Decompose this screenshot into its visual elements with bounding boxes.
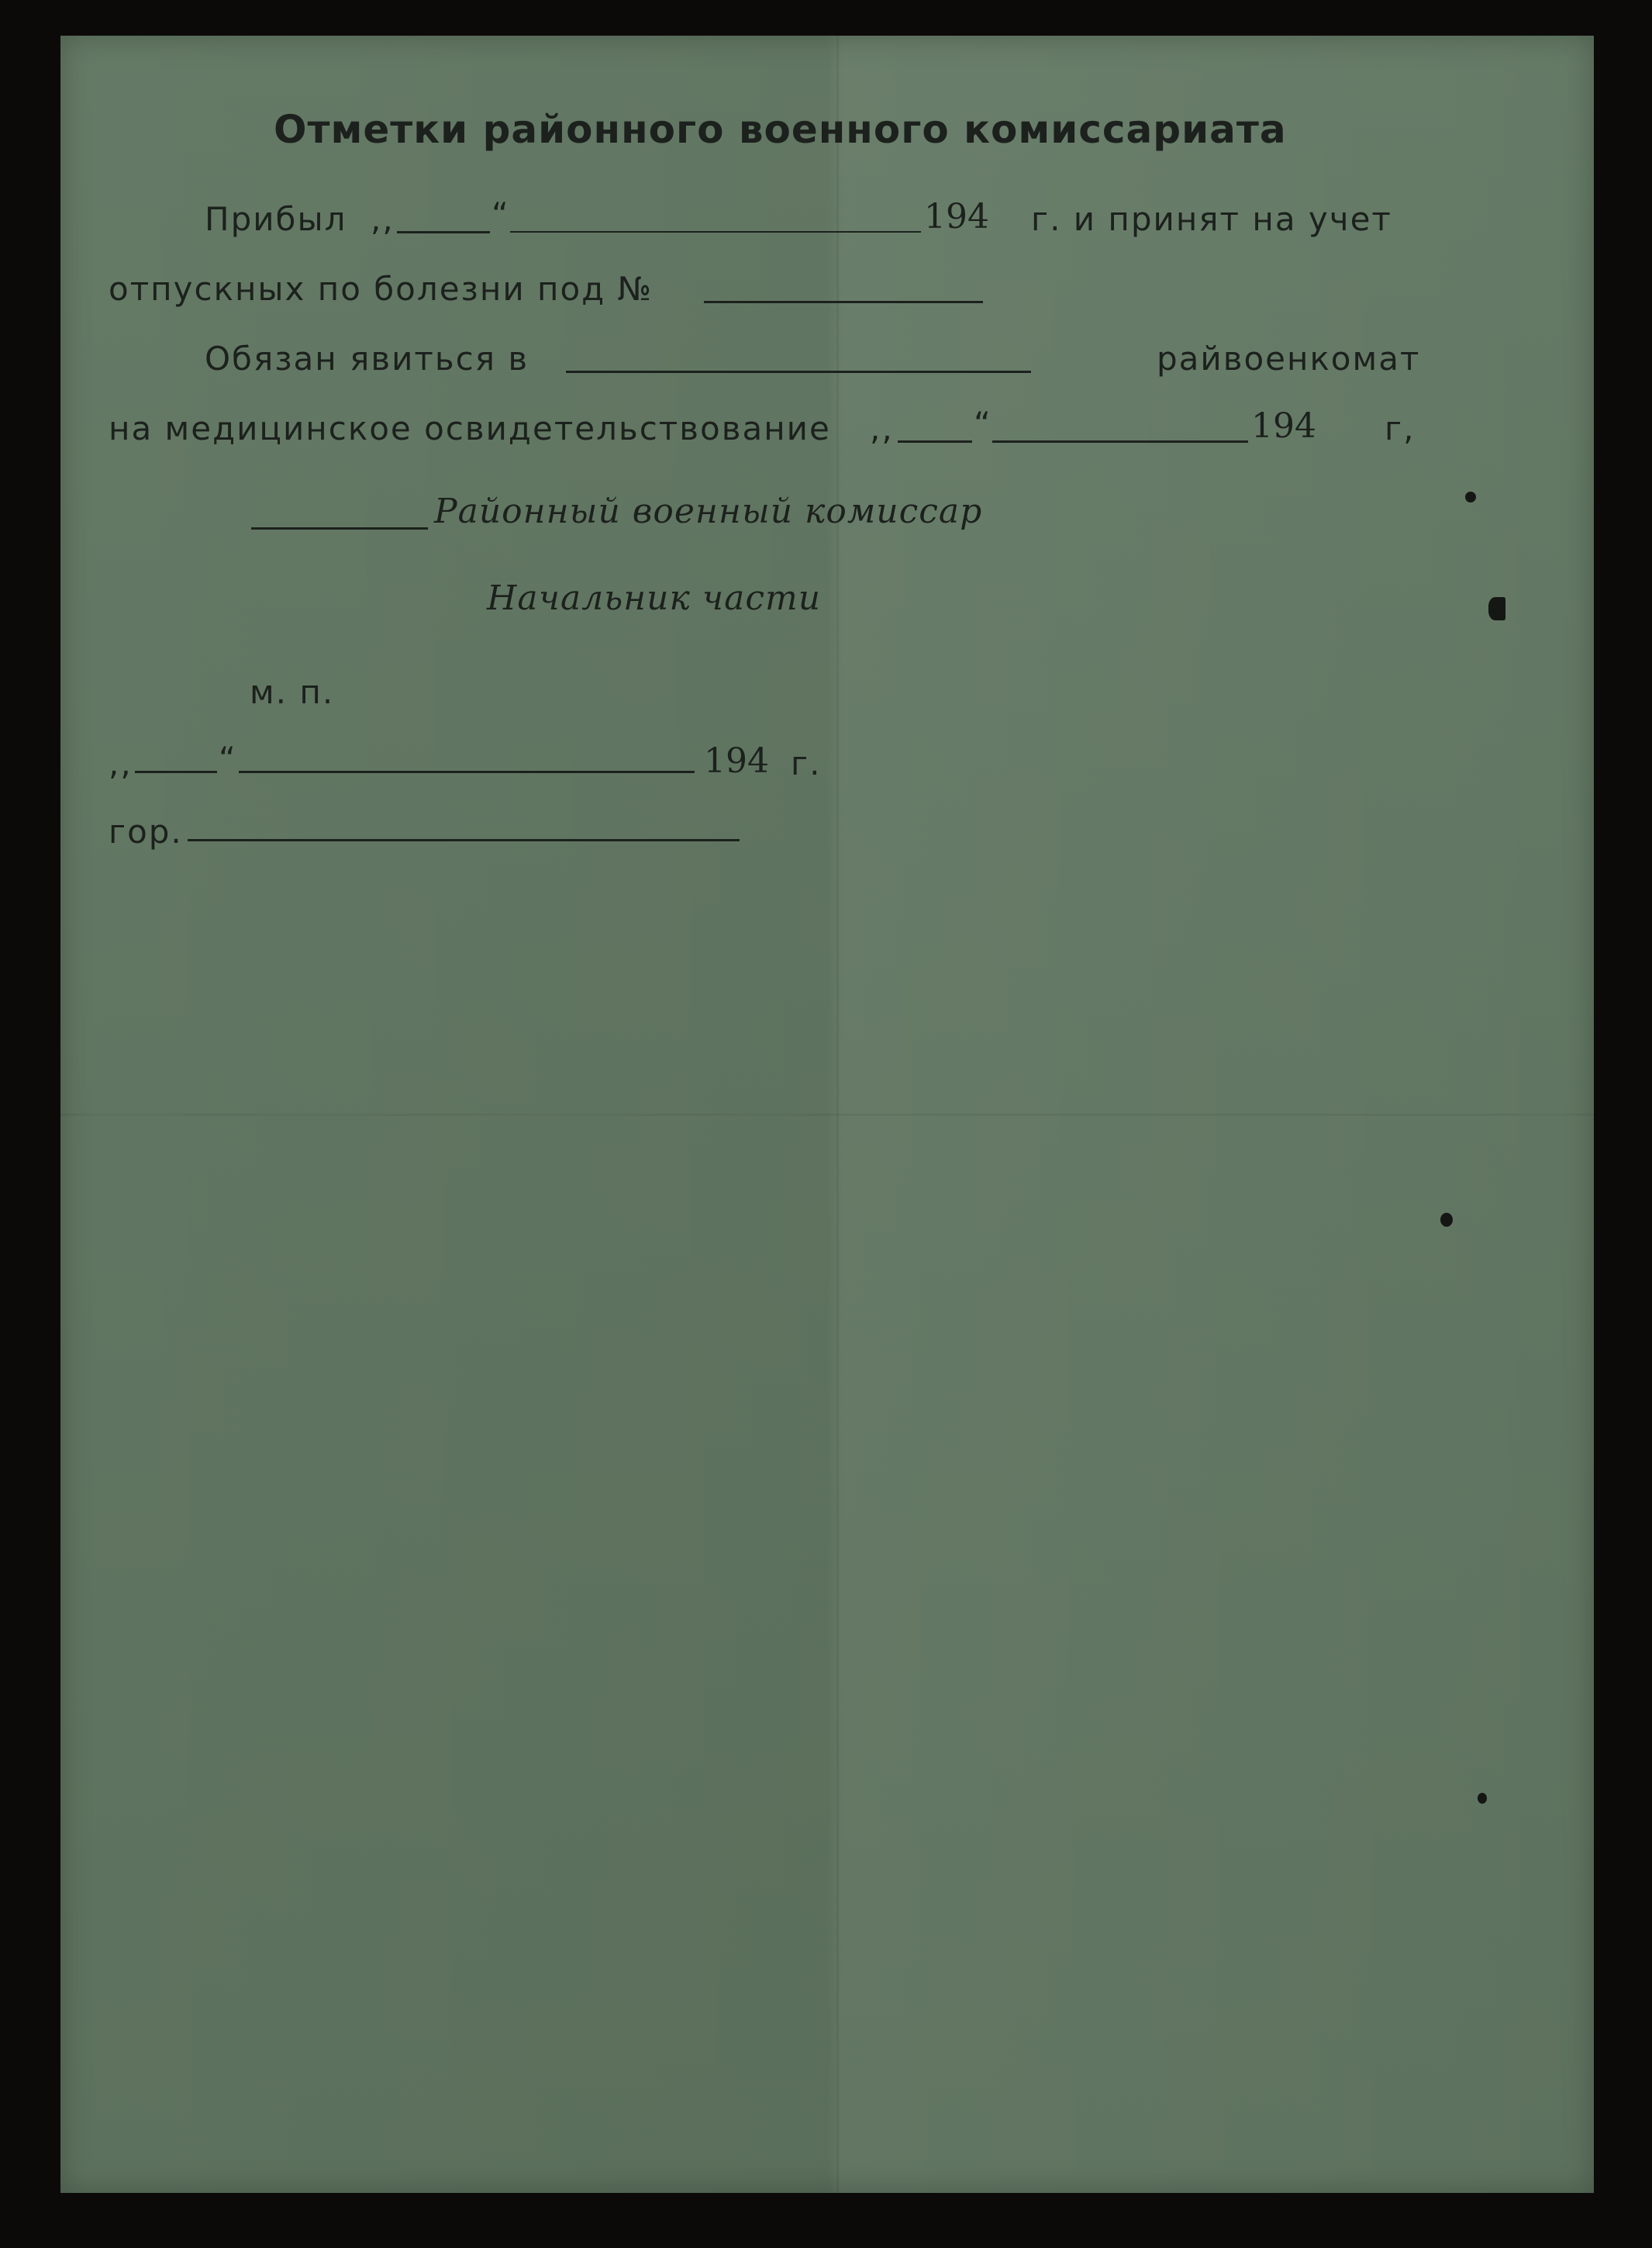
chief-title: Начальник части — [487, 578, 822, 618]
exam-year-prefix: 194 — [1251, 406, 1316, 446]
paper-speck — [1440, 1213, 1453, 1227]
date-open-quote: ,, — [109, 744, 133, 782]
paper-tear — [1488, 597, 1505, 620]
exam-day-blank — [898, 440, 972, 443]
date-month-blank — [239, 771, 695, 773]
report-office-blank — [566, 371, 1031, 373]
arrived-month-blank — [510, 231, 921, 233]
commissar-signature-blank — [251, 527, 428, 530]
commissar-title: Районный военный комиссар — [434, 492, 983, 531]
stamp-place-label: м. п. — [250, 673, 335, 711]
horizontal-fold — [60, 1114, 1594, 1116]
arrived-day-blank — [397, 231, 490, 233]
date-day-blank — [135, 771, 217, 773]
date-close-quote: “ — [219, 740, 237, 778]
accepted-text: г. и принят на учет — [1031, 200, 1392, 238]
report-to-label: Обязан явиться в — [205, 340, 529, 378]
city-label: гор. — [109, 813, 183, 851]
paper-speck — [1465, 492, 1476, 502]
arrived-year-prefix: 194 — [924, 197, 989, 237]
paper-speck — [1478, 1793, 1487, 1804]
exam-open-quote: ,, — [870, 409, 894, 447]
exam-month-blank — [992, 440, 1248, 443]
form-sheet — [60, 36, 1594, 2193]
arrived-open-quote: ,, — [371, 200, 395, 238]
medical-exam-label: на медицинское освидетельствование — [109, 409, 831, 447]
sick-leave-label: отпускных по болезни под № — [109, 270, 654, 308]
date-year-prefix: 194 — [704, 741, 769, 781]
city-blank — [188, 839, 740, 841]
arrived-close-quote: “ — [491, 195, 510, 233]
date-year-suffix: г. — [791, 744, 822, 782]
district-office-label: райвоенкомат — [1157, 340, 1421, 378]
exam-close-quote: “ — [974, 405, 992, 443]
form-heading: Отметки районного военного комиссариата — [274, 107, 1287, 152]
registration-number-blank — [704, 301, 983, 303]
exam-year-suffix: г, — [1385, 409, 1416, 447]
arrived-label: Прибыл — [205, 200, 347, 238]
